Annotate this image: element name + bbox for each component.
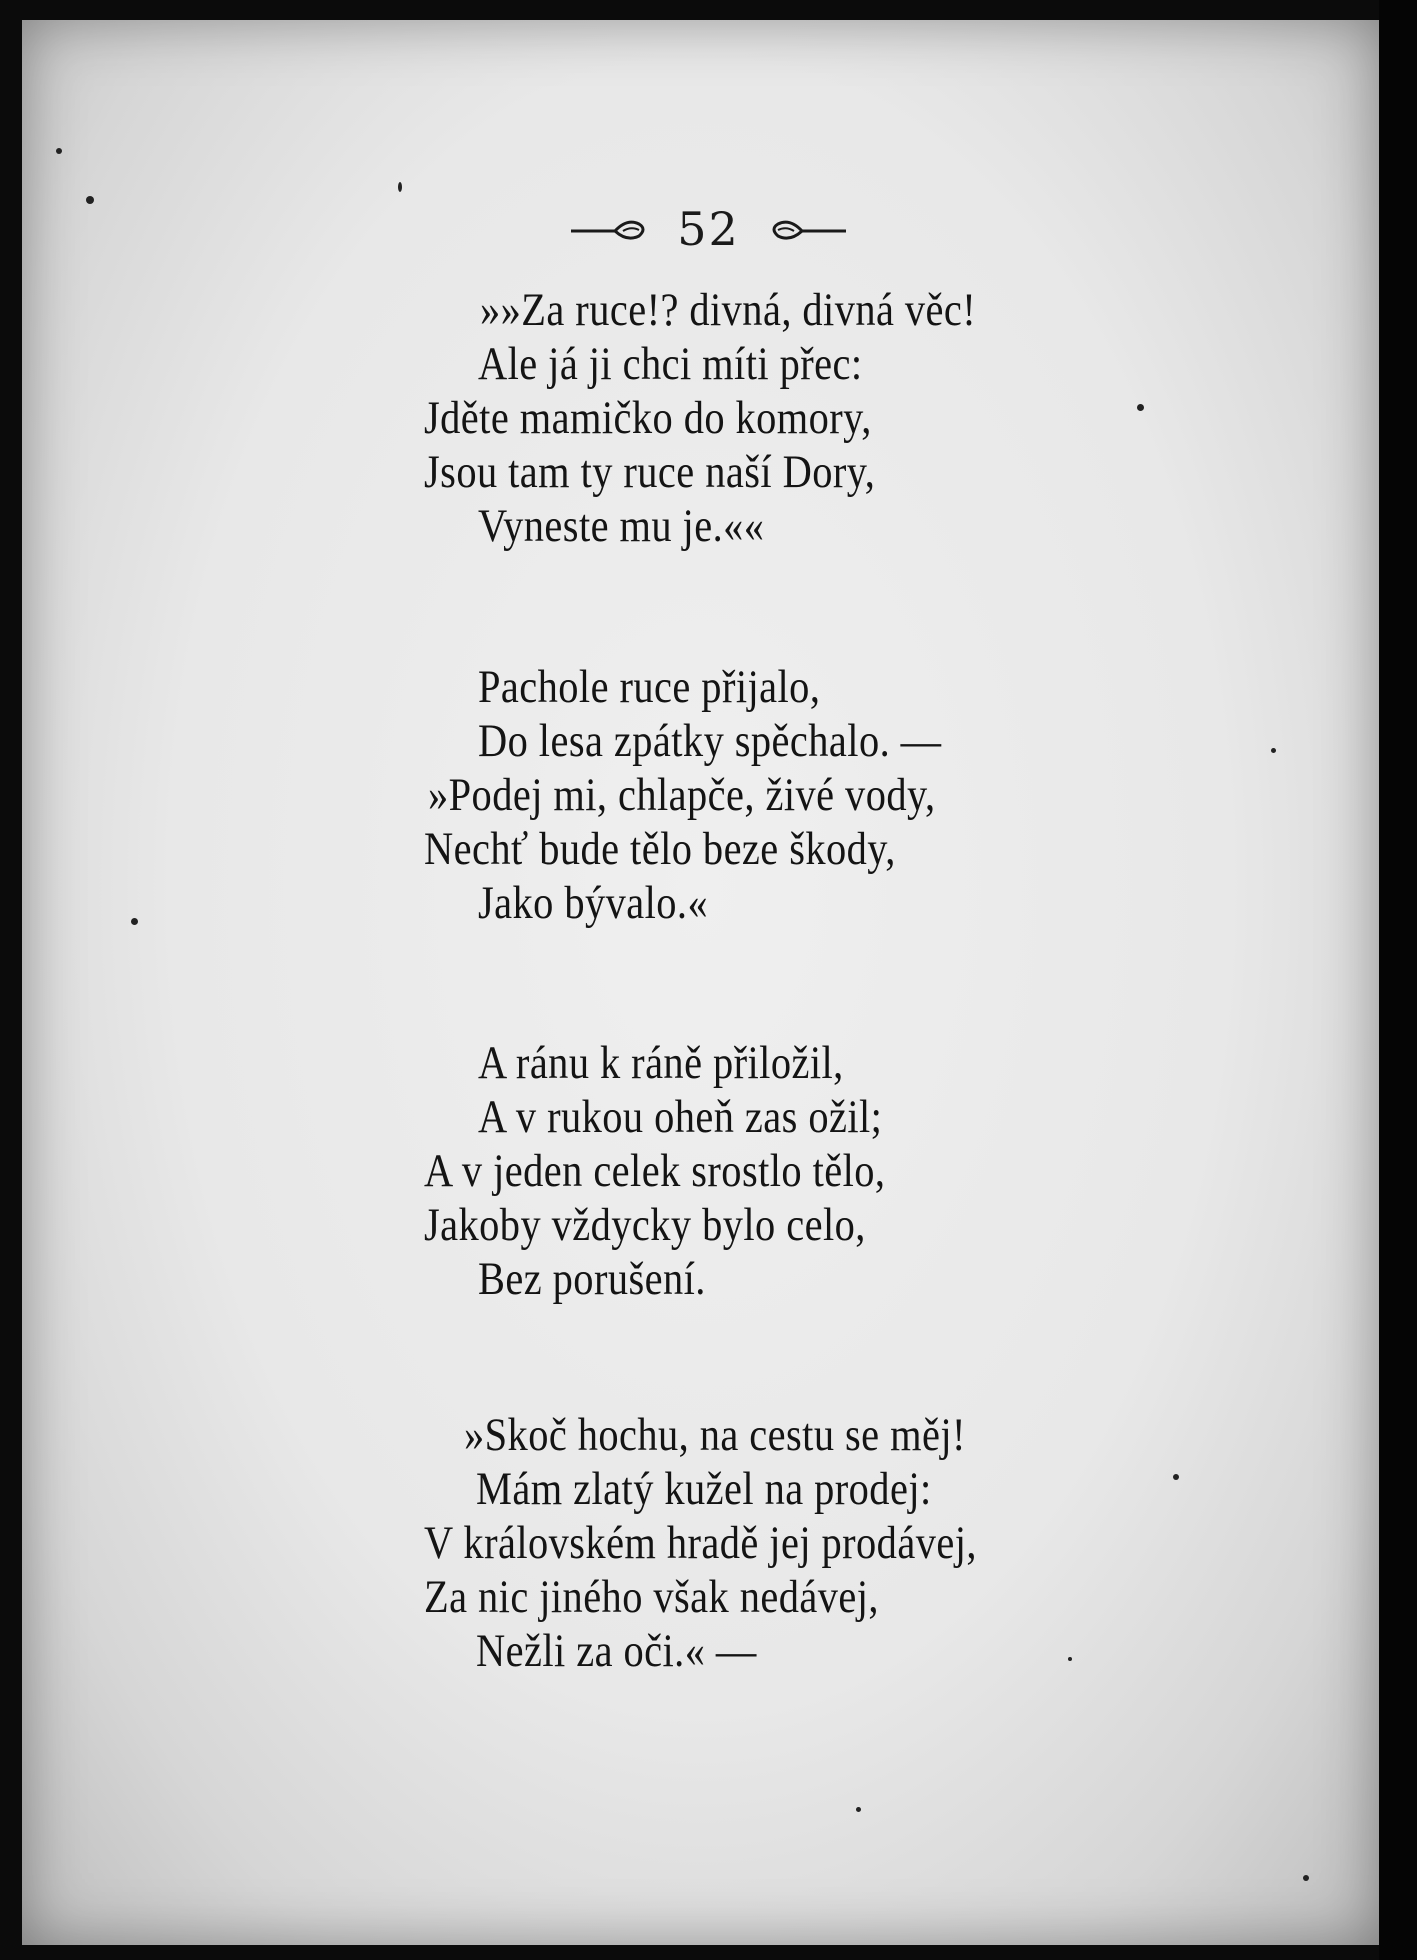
leaf-ornament-right-icon (768, 216, 848, 242)
verse-line: Ale já ji chci míti přec: (478, 338, 863, 390)
dust-speck (1137, 404, 1144, 411)
verse-line: Pachole ruce přijalo, (478, 661, 821, 713)
dust-speck (398, 182, 402, 192)
verse-line: »Skoč hochu, na cestu se měj! (464, 1409, 966, 1461)
page-number: 52 (677, 202, 740, 256)
verse-line: »Podej mi, chlapče, živé vody, (428, 769, 936, 821)
verse-line: Bez porušení. (478, 1253, 706, 1305)
verse-line: Do lesa zpátky spěchalo. — (478, 715, 942, 767)
dust-speck (1068, 1657, 1072, 1661)
dust-speck (1271, 748, 1276, 753)
verse-line: A ránu k ráně přiložil, (478, 1037, 844, 1089)
page-edge-shadow (1379, 0, 1417, 1960)
verse-line: Jsou tam ty ruce naší Dory, (424, 446, 876, 498)
verse-line: Jděte mamičko do komory, (424, 392, 872, 444)
verse-line: V královském hradě jej prodávej, (424, 1517, 977, 1569)
verse-line: Jako bývalo.« (478, 877, 709, 929)
verse-line: Za nic jiného však nedávej, (424, 1571, 879, 1623)
verse-line: A v rukou oheň zas ožil; (478, 1091, 883, 1143)
verse-line: Vyneste mu je.«« (478, 500, 765, 552)
dust-speck (56, 148, 62, 154)
verse-line: »»Za ruce!? divná, divná věc! (480, 284, 977, 336)
dust-speck (1173, 1474, 1179, 1480)
leaf-ornament-left-icon (569, 216, 649, 242)
page-number-header (0, 198, 1417, 256)
verse-line: Mám zlatý kužel na prodej: (476, 1463, 932, 1515)
dust-speck (856, 1807, 861, 1812)
verse-line: A v jeden celek srostlo tělo, (424, 1145, 886, 1197)
verse-line: Nechť bude tělo beze škody, (424, 823, 896, 875)
dust-speck (1303, 1875, 1309, 1881)
verse-line: Jakoby vždycky bylo celo, (424, 1199, 866, 1251)
verse-line: Nežli za oči.« — (476, 1625, 757, 1677)
dust-speck (131, 918, 138, 925)
